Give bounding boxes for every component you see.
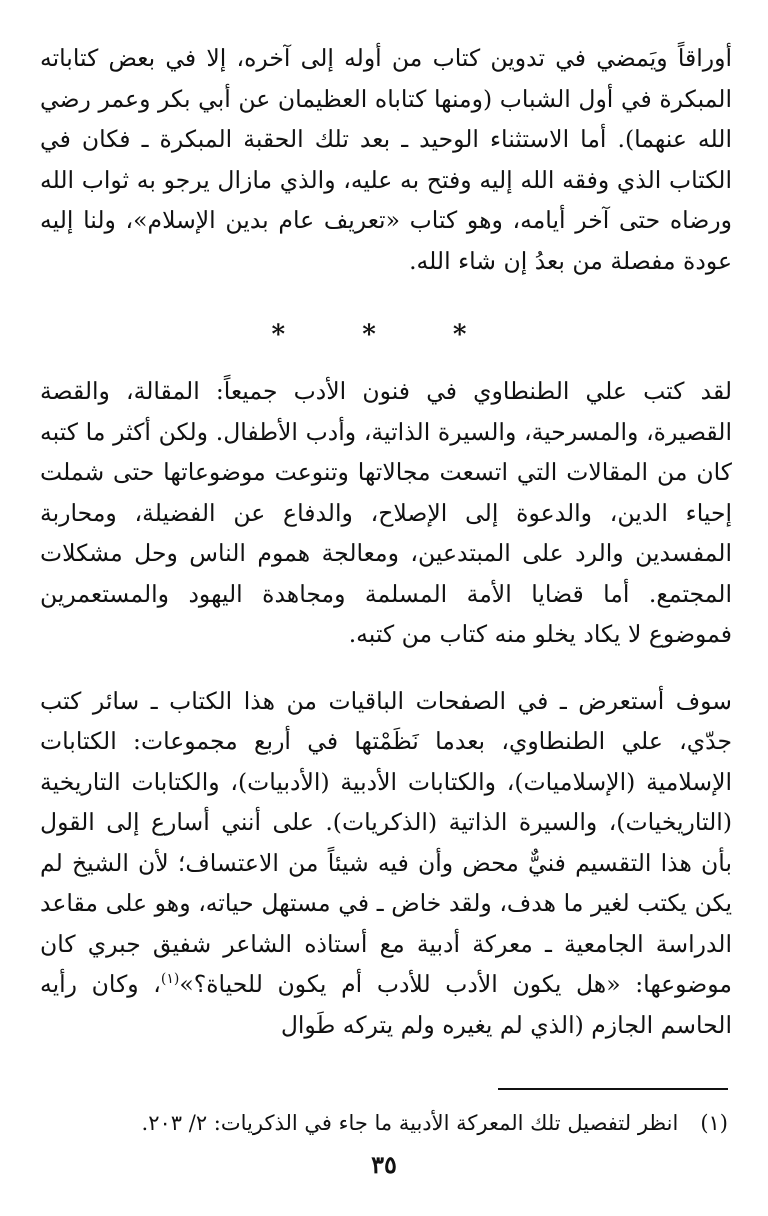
footnote-divider: [498, 1088, 728, 1090]
paragraph-3: [40, 681, 732, 1046]
book-page: [40, 38, 732, 1045]
section-separator: * * *: [271, 320, 501, 350]
paragraph-3-text: سوف أستعرض ـ في الصفحات الباقيات من هذا الكتاب ـ سائر كتب جدّي، علي الطنطاوي، بعدما نَظَمْتها في أربع مجموعات: الكتابات الإسلامية (الإسلاميات)، والكتابات الأدبية (الأدبيات)، والكتابات التاريخية (التاريخيات)، والسيرة الذاتية (الذكريات). على أنني أسارع إلى القول بأن هذا التقسيم فنيٌّ محض وأن فيه شيئاً من الاعتساف؛ لأن الشيخ لم يكن يكتب لغير ما هدف، ولقد خاض ـ في مستهل حياته، وهو على مقاعد الدراسة الجامعية ـ معركة أدبية مع أستاذه الشاعر شفيق جبري كان موضوعها: «هل يكون الأدب للأدب أم يكون للحياة؟»: [40, 686, 732, 998]
footnote-marker[interactable]: (١): [160, 971, 180, 988]
page-number: ٣٥: [371, 1150, 397, 1179]
paragraph-1: أوراقاً ويَمضي في تدوين كتاب من أوله إلى آخره، إلا في بعض كتاباته المبكرة في أول الشباب (ومنها كتاباه العظيمان عن أبي بكر وعمر رضي الله عنهما). أما الاستثناء الوحيد ـ بعد تلك الحقبة المبكرة ـ فكان في الكتاب الذي وفقه الله إليه وفتح به عليه، والذي مازال يرجو به ثواب الله ورضاه حتى آخر أيامه، وهو كتاب «تعريف عام بدين الإسلام»، ولنا إليه عودة مفصلة من بعدُ إن شاء الله.: [40, 44, 732, 275]
paragraph-2: لقد كتب علي الطنطاوي في فنون الأدب جميعاً: المقالة، والقصة القصيرة، والمسرحية، والسيرة الذاتية، وأدب الأطفال. ولكن أكثر ما كتبه كان من المقالات التي اتسعت مجالاتها وتنوعت موضوعاتها حتى شملت إحياء الدين، والدعوة إلى الإصلاح، والدفاع عن الفضيلة، ومحاربة المفسدين والرد على المبتدعين، ومعالجة هموم الناس وحل مشكلات المجتمع. أما قضايا الأمة المسلمة ومجاهدة اليهود والمستعمرين فموضوع لا يكاد يخلو منه كتاب من كتبه.: [40, 377, 732, 648]
footnote-number: (١): [700, 1111, 728, 1135]
footnote-text: انظر لتفصيل تلك المعركة الأدبية ما جاء في الذكريات: ٢/ ٢٠٣.: [141, 1111, 679, 1135]
paragraph-3-end: ، وكان رأيه الحاسم الجازم (الذي لم يغيره ولم يتركه طَوال: [40, 970, 732, 1039]
footnote: [36, 1106, 728, 1140]
